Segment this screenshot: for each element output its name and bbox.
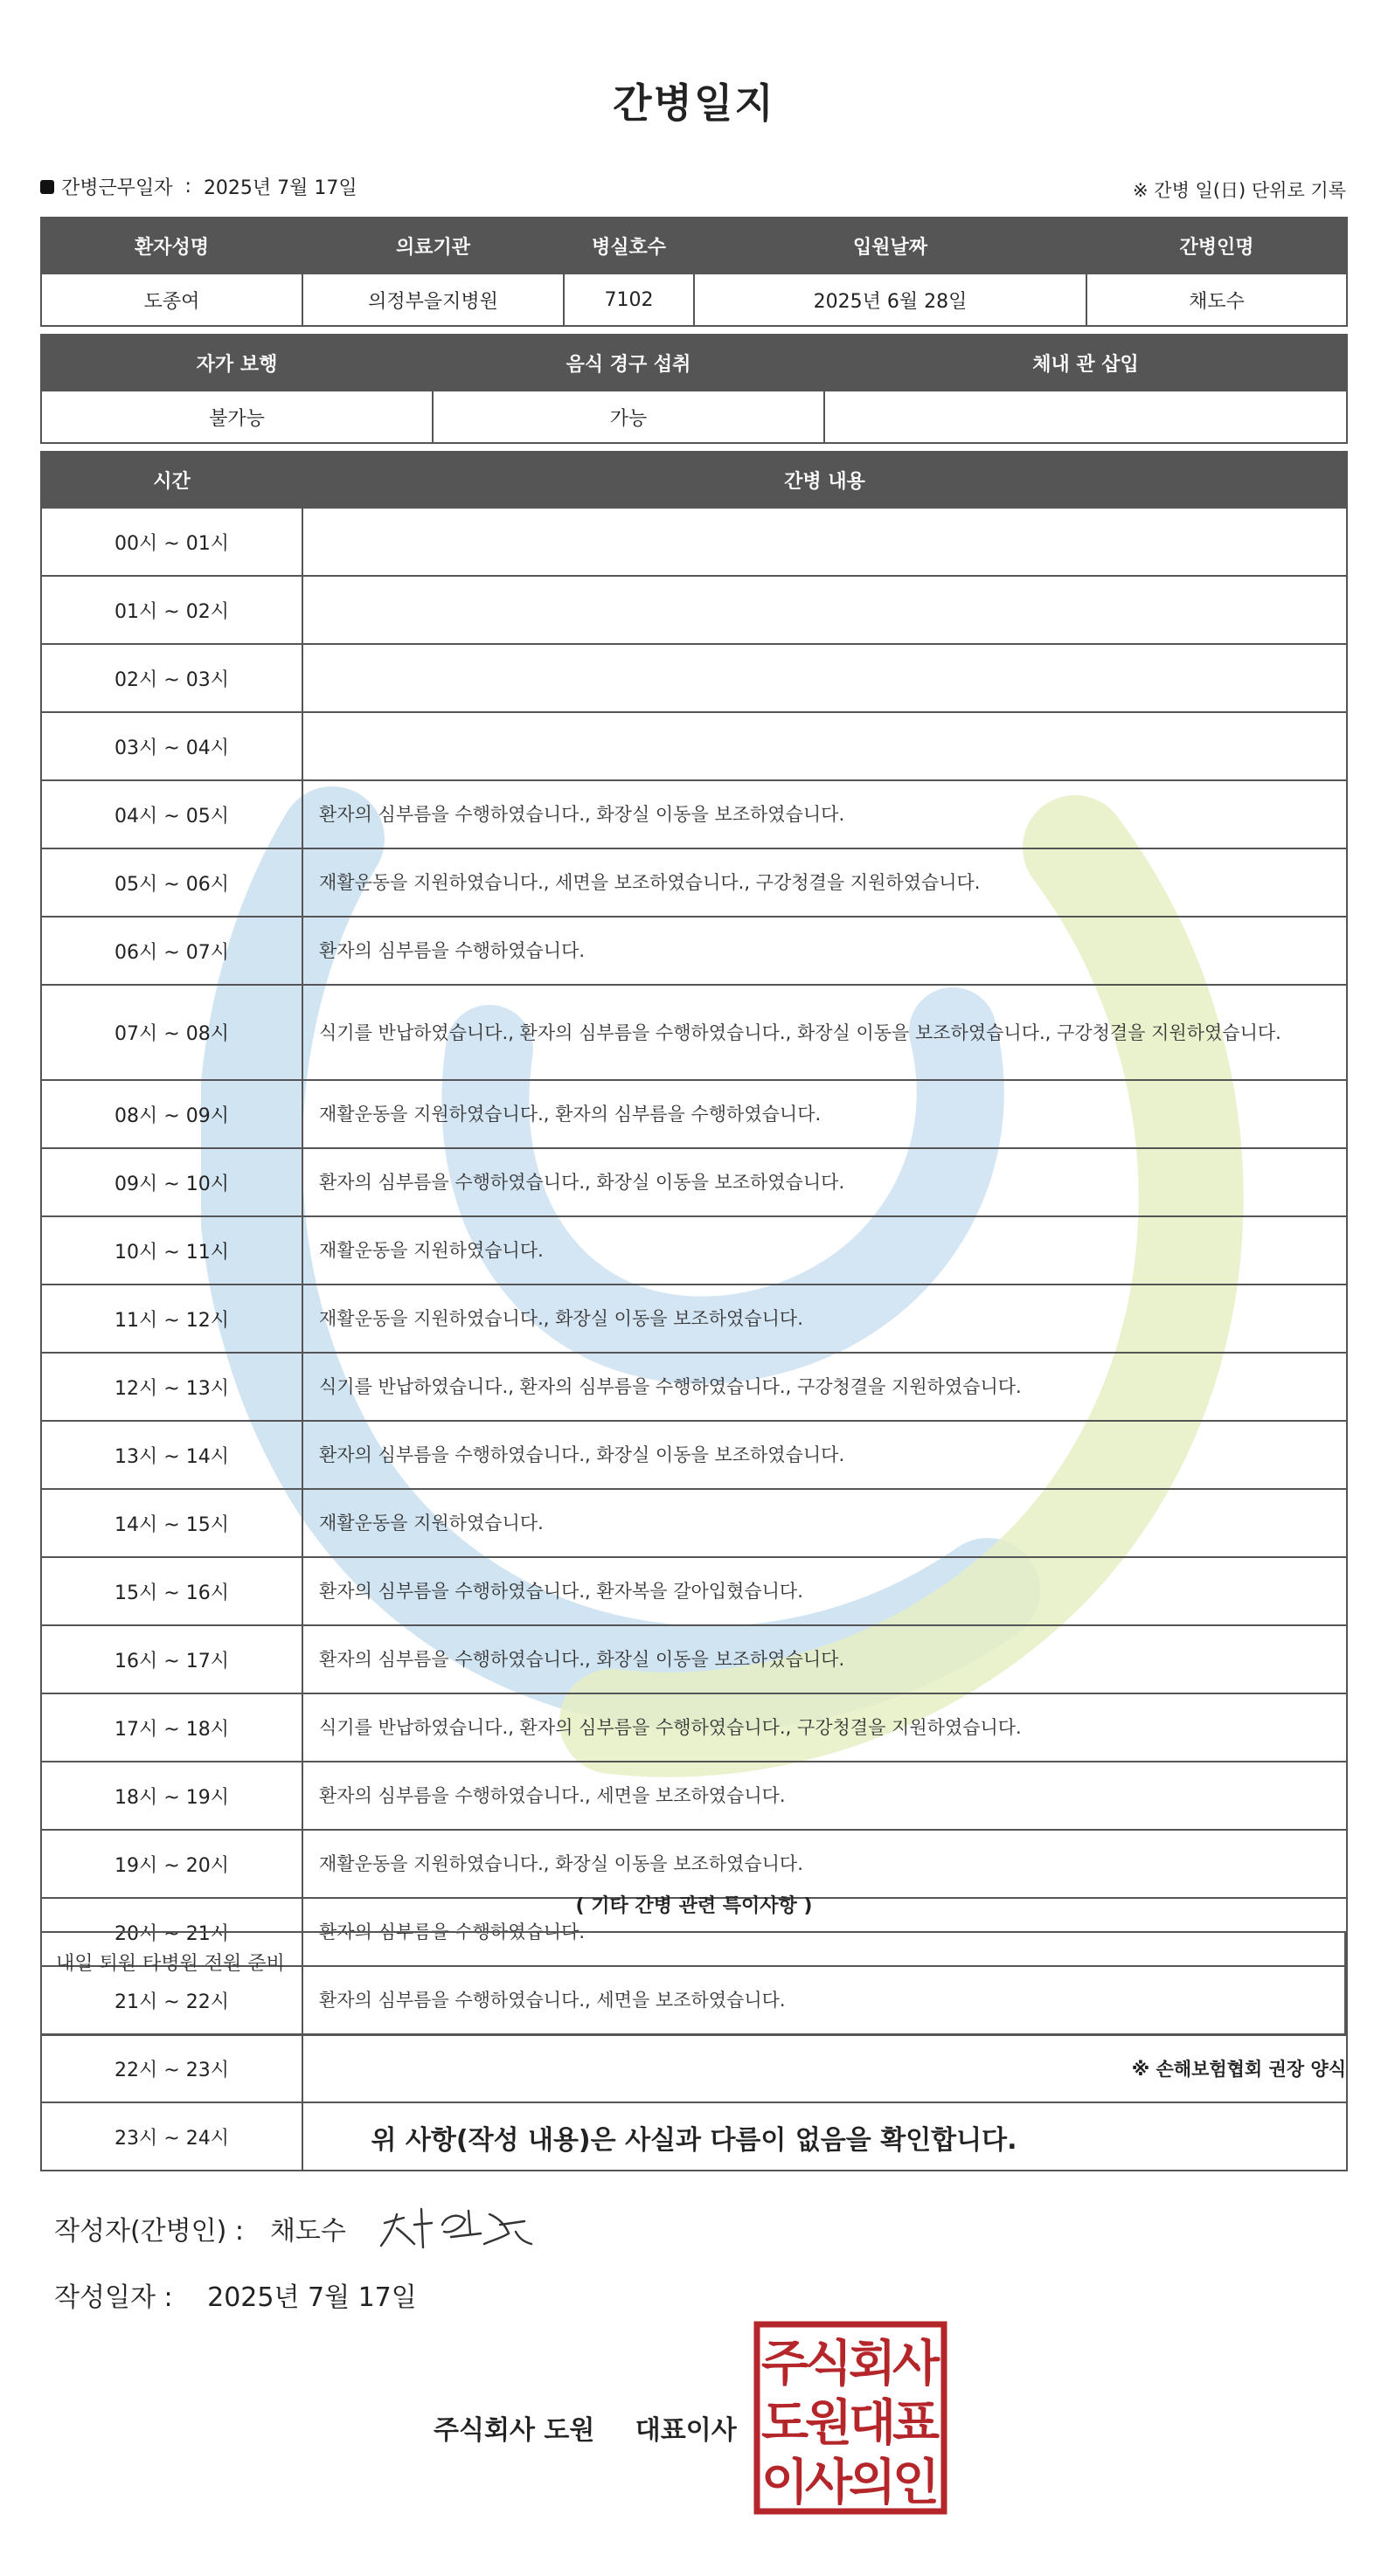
- table-row: [41, 1557, 1347, 1625]
- header-time: 시간: [41, 452, 302, 508]
- table-row: [41, 644, 1347, 712]
- company-name: 주식회사 도원: [434, 2415, 595, 2446]
- header-hospital: 의료기관: [302, 218, 564, 274]
- hospital-name: 의정부을지병원: [302, 274, 564, 326]
- signature-image: [378, 2199, 544, 2254]
- table-row: [41, 1421, 1347, 1489]
- header-room-number: 병실호수: [564, 218, 694, 274]
- content-cell: 식기를 반납하였습니다., 환자의 심부름을 수행하였습니다., 구강청결을 지원하였습니다.: [302, 1693, 1347, 1762]
- svg-text:의: 의: [848, 2455, 897, 2511]
- content-cell: 재활운동을 지원하였습니다.: [302, 1216, 1347, 1285]
- table-row: [41, 917, 1347, 985]
- table-row: [41, 1693, 1347, 1762]
- admission-date: 2025년 6월 28일: [694, 274, 1086, 326]
- caregiver-name: 채도수: [1086, 274, 1347, 326]
- header-oral-intake: 음식 경구 섭취: [433, 335, 824, 391]
- content-cell: 재활운동을 지원하였습니다., 환자의 심부름을 수행하였습니다.: [302, 1080, 1347, 1148]
- svg-text:사: 사: [892, 2336, 940, 2392]
- time-cell: 04시 ~ 05시: [41, 780, 302, 848]
- author-row: [54, 2209, 346, 2247]
- time-cell: 00시 ~ 01시: [41, 508, 302, 576]
- time-cell: 01시 ~ 02시: [41, 576, 302, 644]
- time-cell: 02시 ~ 03시: [41, 644, 302, 712]
- svg-text:식: 식: [804, 2336, 853, 2392]
- header-patient-name: 환자성명: [41, 218, 302, 274]
- author-name: 채도수: [269, 2216, 346, 2247]
- self-walking-value: 불가능: [41, 391, 433, 443]
- content-cell: 환자의 심부름을 수행하였습니다., 화장실 이동을 보조하였습니다.: [302, 1421, 1347, 1489]
- meta-row: [40, 173, 1346, 204]
- room-number: 7102: [564, 274, 694, 326]
- page-title: 간병일지: [613, 80, 775, 127]
- table-row: [41, 1285, 1347, 1353]
- svg-text:주: 주: [760, 2336, 809, 2392]
- table-row: [41, 848, 1347, 917]
- header-self-walking: 자가 보행: [41, 335, 433, 391]
- svg-text:도: 도: [760, 2395, 809, 2452]
- time-cell: 03시 ~ 04시: [41, 712, 302, 780]
- table-row: [41, 1830, 1347, 1898]
- content-cell: 재활운동을 지원하였습니다., 화장실 이동을 보조하였습니다.: [302, 1830, 1347, 1898]
- table-row: [41, 780, 1347, 848]
- content-cell: 환자의 심부름을 수행하였습니다., 화장실 이동을 보조하였습니다.: [302, 1148, 1347, 1216]
- time-cell: 11시 ~ 12시: [41, 1285, 302, 1353]
- patient-info-table: [40, 217, 1348, 327]
- time-cell: 16시 ~ 17시: [41, 1625, 302, 1693]
- written-date-label: 작성일자 :: [54, 2282, 173, 2313]
- svg-text:이: 이: [760, 2455, 809, 2511]
- notes-box: [40, 1931, 1346, 2036]
- time-cell: 12시 ~ 13시: [41, 1353, 302, 1421]
- time-cell: 06시 ~ 07시: [41, 917, 302, 985]
- time-cell: 19시 ~ 20시: [41, 1830, 302, 1898]
- time-cell: 23시 ~ 24시: [41, 2102, 302, 2171]
- table-row: [41, 1489, 1347, 1557]
- time-cell: 20시 ~ 21시: [41, 1898, 302, 1966]
- svg-text:회: 회: [848, 2336, 897, 2392]
- content-cell: 환자의 심부름을 수행하였습니다., 환자복을 갈아입혔습니다.: [302, 1557, 1347, 1625]
- content-cell: 환자의 심부름을 수행하였습니다., 세면을 보조하였습니다.: [302, 1762, 1347, 1830]
- patient-name: 도종여: [41, 274, 302, 326]
- content-cell: 환자의 심부름을 수행하였습니다.: [302, 917, 1347, 985]
- tube-insertion-value: [824, 391, 1347, 443]
- time-cell: 15시 ~ 16시: [41, 1557, 302, 1625]
- time-cell: 17시 ~ 18시: [41, 1693, 302, 1762]
- svg-text:대: 대: [848, 2395, 897, 2452]
- svg-text:인: 인: [892, 2455, 940, 2511]
- confirmation-statement: 위 사항(작성 내용)은 사실과 다름이 없음을 확인합니다.: [371, 2125, 1017, 2156]
- table-row: [41, 1080, 1347, 1148]
- unit-note: ※ 간병 일(日) 단위로 기록: [1133, 180, 1346, 201]
- table-row: [41, 1762, 1347, 1830]
- table-row: [41, 508, 1347, 576]
- content-cell: 식기를 반납하였습니다., 환자의 심부름을 수행하였습니다., 구강청결을 지원하였습니다.: [302, 1353, 1347, 1421]
- time-cell: 14시 ~ 15시: [41, 1489, 302, 1557]
- oral-intake-value: 가능: [433, 391, 824, 443]
- content-cell: [302, 644, 1347, 712]
- time-cell: 18시 ~ 19시: [41, 1762, 302, 1830]
- header-care-content: 간병 내용: [302, 452, 1347, 508]
- svg-text:원: 원: [804, 2395, 853, 2452]
- recommendation-note: ※ 손해보험협회 권장 양식: [1131, 2059, 1346, 2080]
- content-cell: 환자의 심부름을 수행하였습니다.: [302, 1898, 1347, 1966]
- time-cell: 07시 ~ 08시: [41, 985, 302, 1080]
- notes-text: 내일 퇴원 타병원 전원 준비: [56, 1953, 285, 1975]
- work-date-separator: :: [184, 176, 191, 197]
- work-date: [40, 173, 357, 200]
- work-date-value: 2025년 7월 17일: [203, 177, 357, 199]
- header-tube-insertion: 체내 관 삽입: [824, 335, 1347, 391]
- patient-status-table: [40, 334, 1348, 444]
- svg-text:사: 사: [804, 2455, 853, 2511]
- author-label: 작성자(간병인) :: [54, 2216, 244, 2247]
- company-ceo-title: 대표이사: [635, 2415, 737, 2446]
- content-cell: 식기를 반납하였습니다., 환자의 심부름을 수행하였습니다., 화장실 이동을 보조하였습니다., 구강청결을 지원하였습니다.: [302, 985, 1347, 1080]
- company-seal-stamp: [753, 2321, 947, 2515]
- content-cell: [302, 712, 1347, 780]
- table-row: [41, 1353, 1347, 1421]
- table-row: [41, 1216, 1347, 1285]
- table-row: [41, 985, 1347, 1080]
- time-cell: 22시 ~ 23시: [41, 2034, 302, 2102]
- header-caregiver-name: 간병인명: [1086, 218, 1347, 274]
- table-row: [41, 712, 1347, 780]
- table-row: [41, 1148, 1347, 1216]
- written-date-row: [54, 2275, 417, 2314]
- time-cell: 21시 ~ 22시: [41, 1966, 302, 2034]
- company-row: [434, 2408, 737, 2447]
- content-cell: 환자의 심부름을 수행하였습니다., 세면을 보조하였습니다.: [302, 1966, 1347, 2034]
- svg-text:표: 표: [892, 2395, 940, 2452]
- time-cell: 08시 ~ 09시: [41, 1080, 302, 1148]
- work-date-label: 간병근무일자: [61, 177, 173, 199]
- content-cell: 환자의 심부름을 수행하였습니다., 화장실 이동을 보조하였습니다.: [302, 780, 1347, 848]
- content-cell: 재활운동을 지원하였습니다., 세면을 보조하였습니다., 구강청결을 지원하였습니다.: [302, 848, 1347, 917]
- content-cell: 환자의 심부름을 수행하였습니다., 화장실 이동을 보조하였습니다.: [302, 1625, 1347, 1693]
- header-admission-date: 입원날짜: [694, 218, 1086, 274]
- time-cell: 05시 ~ 06시: [41, 848, 302, 917]
- time-cell: 13시 ~ 14시: [41, 1421, 302, 1489]
- content-cell: [302, 576, 1347, 644]
- bullet-square-icon: [40, 180, 54, 194]
- written-date-value: 2025년 7월 17일: [207, 2282, 417, 2313]
- time-cell: 10시 ~ 11시: [41, 1216, 302, 1285]
- table-row: [41, 576, 1347, 644]
- notes-heading: ( 기타 간병 관련 특이사항 ): [575, 1895, 813, 1917]
- content-cell: 재활운동을 지원하였습니다., 화장실 이동을 보조하였습니다.: [302, 1285, 1347, 1353]
- content-cell: [302, 508, 1347, 576]
- time-cell: 09시 ~ 10시: [41, 1148, 302, 1216]
- content-cell: 재활운동을 지원하였습니다.: [302, 1489, 1347, 1557]
- table-row: [41, 1625, 1347, 1693]
